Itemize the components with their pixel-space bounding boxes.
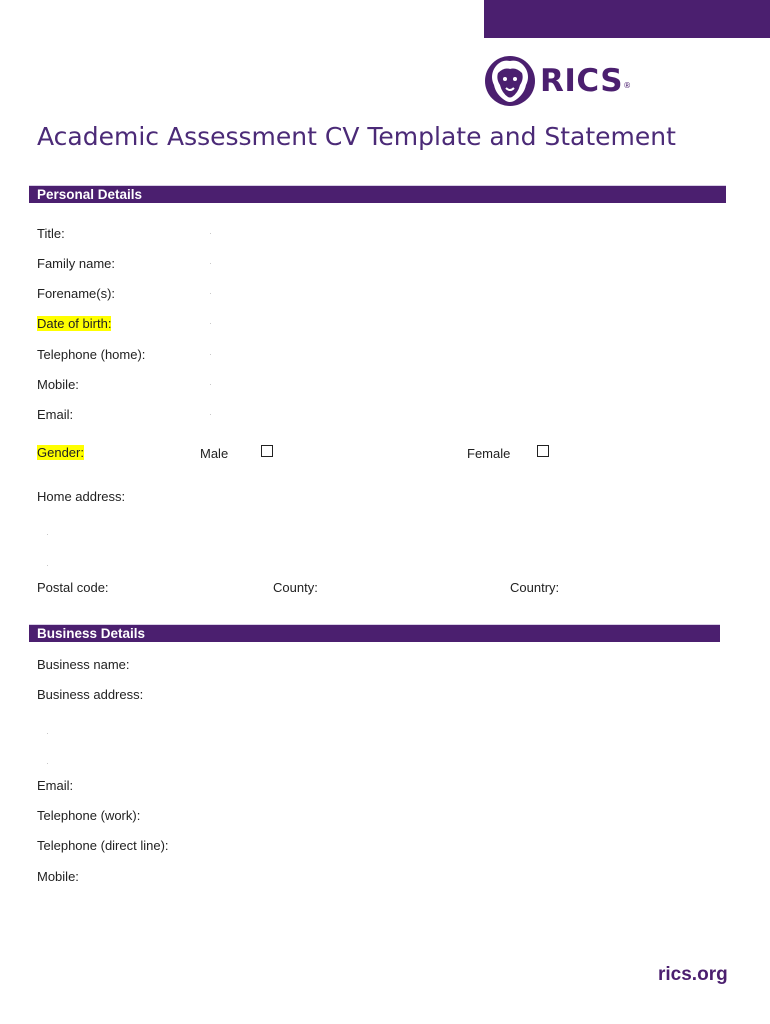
date-of-birth-field[interactable]: [210, 323, 211, 324]
telephone-work-label: Telephone (work):: [37, 808, 141, 823]
home-address-line-2[interactable]: [47, 534, 48, 535]
postal-code-label: Postal code:: [37, 580, 109, 595]
home-address-line-3[interactable]: [47, 565, 48, 566]
business-address-line-3[interactable]: [47, 763, 48, 764]
business-mobile-label: Mobile:: [37, 869, 79, 884]
email-field[interactable]: [210, 414, 211, 415]
family-name-field[interactable]: [210, 263, 211, 264]
business-details-header: Business Details: [29, 624, 720, 642]
footer-url: rics.org: [658, 964, 728, 985]
female-checkbox[interactable]: [537, 445, 549, 457]
female-label: Female: [467, 446, 511, 461]
family-name-label: Family name:: [37, 256, 116, 271]
mobile-field[interactable]: [210, 384, 211, 385]
male-checkbox[interactable]: [261, 445, 273, 457]
personal-details-header: Personal Details: [29, 185, 726, 203]
forenames-field[interactable]: [210, 293, 211, 294]
top-accent-bar: [484, 0, 770, 38]
email-label: Email:: [37, 407, 74, 422]
logo-wordmark: RICS: [540, 63, 624, 99]
title-label: Title:: [37, 226, 65, 241]
business-address-line-2[interactable]: [47, 733, 48, 734]
county-label: County:: [273, 580, 318, 595]
male-label: Male: [200, 446, 229, 461]
title-field[interactable]: [210, 233, 211, 234]
forenames-label: Forename(s):: [37, 286, 116, 301]
telephone-direct-label: Telephone (direct line):: [37, 838, 169, 853]
lion-head-icon: [484, 55, 536, 107]
mobile-label: Mobile:: [37, 377, 79, 392]
registered-mark: ®: [623, 80, 632, 90]
country-label: Country:: [510, 580, 560, 595]
business-name-label: Business name:: [37, 657, 130, 672]
home-address-label: Home address:: [37, 489, 126, 504]
rics-logo: [484, 55, 631, 107]
date-of-birth-label: Date of birth:: [37, 316, 112, 331]
telephone-home-field[interactable]: [210, 354, 211, 355]
gender-label: Gender:: [37, 445, 84, 460]
telephone-home-label: Telephone (home):: [37, 347, 146, 362]
document-title: Academic Assessment CV Template and Statement: [37, 122, 676, 151]
business-address-label: Business address:: [37, 687, 144, 702]
business-email-label: Email:: [37, 778, 74, 793]
